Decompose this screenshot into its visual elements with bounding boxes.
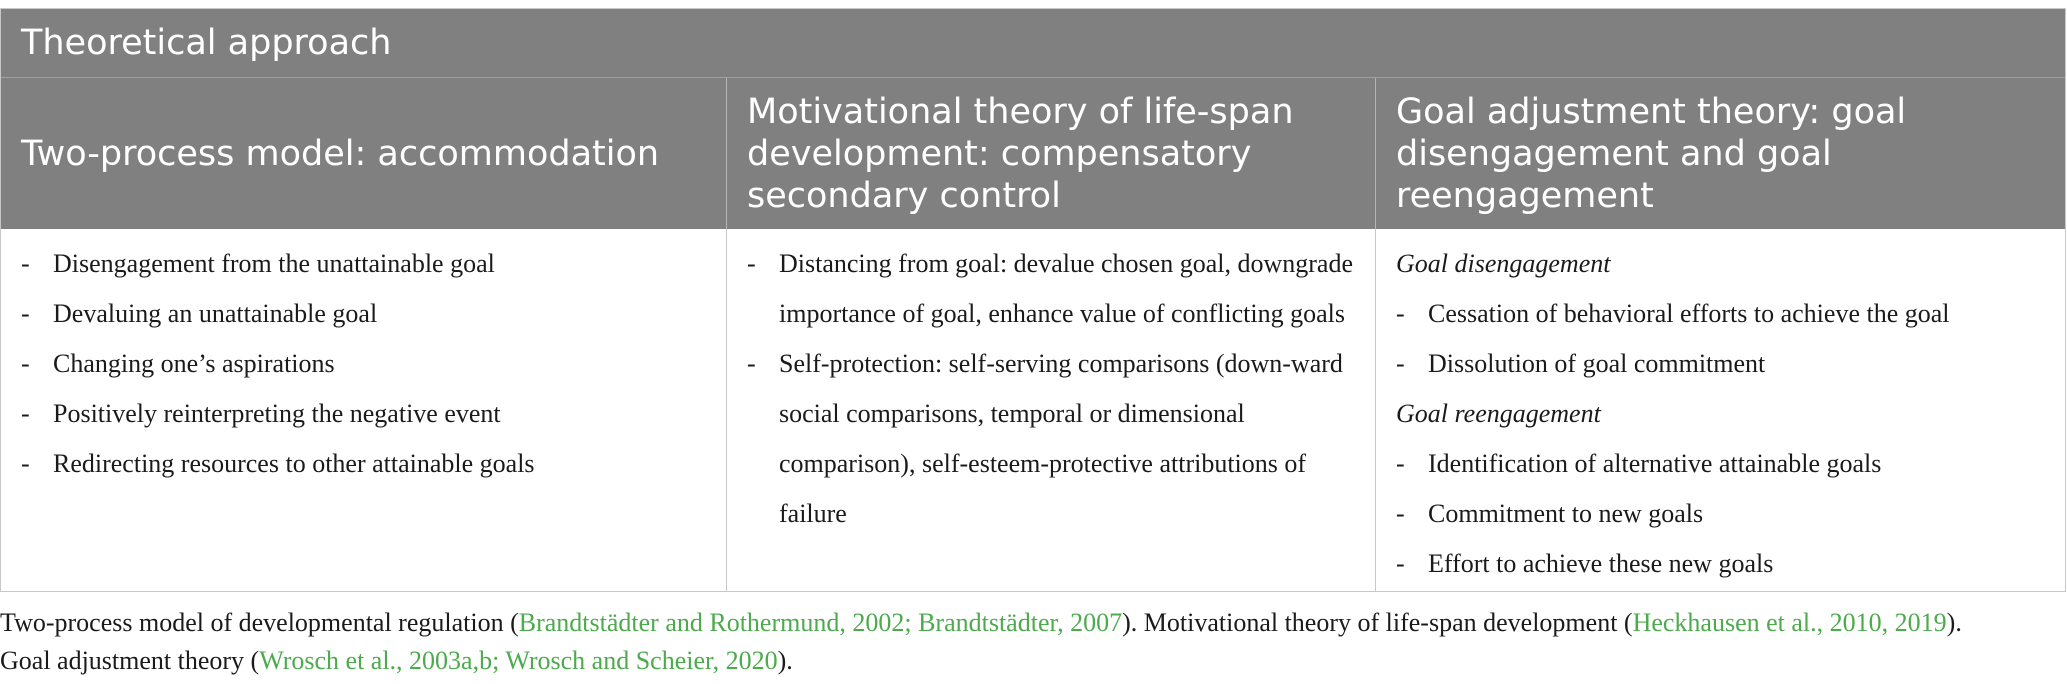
list-item: - Positively reinterpreting the negative event xyxy=(21,389,706,439)
theoretical-approach-table xyxy=(0,8,2066,592)
list-item: - Self-protection: self-serving comparisons (down-ward social comparisons, temporal or dimensional comparison), self-esteem-protective attributions of failure xyxy=(747,339,1355,539)
reference-link-heckhausen[interactable]: Heckhausen et al., 2010, 2019 xyxy=(1632,608,1947,637)
list-item: - Dissolution of goal commitment xyxy=(1396,339,2045,389)
dash-marker: - xyxy=(1396,349,1405,378)
list-item: - Disengagement from the unattainable goal xyxy=(21,239,706,289)
table-footnote xyxy=(0,604,2067,680)
reference-link-wrosch[interactable]: Wrosch et al., 2003a,b; Wrosch and Scheier, 2020 xyxy=(259,646,778,675)
cell-two-process-model xyxy=(1,229,727,591)
secondary-control-list xyxy=(747,239,1355,539)
list-item: - Distancing from goal: devalue chosen goal, downgrade importance of goal, enhance value of conflicting goals xyxy=(747,239,1355,339)
goal-reengagement-heading: Goal reengagement xyxy=(1396,399,1601,428)
list-item: - Commitment to new goals xyxy=(1396,489,2045,539)
header-two-process-model: Two-process model: accommodation xyxy=(1,78,727,229)
list-item: - Identification of alternative attainable goals xyxy=(1396,439,2045,489)
list-item: - Effort to achieve these new goals xyxy=(1396,539,2045,589)
dash-marker: - xyxy=(747,349,756,378)
table-title: Theoretical approach xyxy=(1,9,2065,78)
disengagement-list xyxy=(1396,289,2045,389)
header-goal-adjustment-theory: Goal adjustment theory: goal disengagement and goal reengagement xyxy=(1396,91,1907,216)
list-item: - Devaluing an unattainable goal xyxy=(21,289,706,339)
goal-disengagement-heading: Goal disengagement xyxy=(1396,249,1611,278)
dash-marker: - xyxy=(21,449,30,478)
dash-marker: - xyxy=(747,249,756,278)
dash-marker: - xyxy=(21,349,30,378)
header-row xyxy=(1,78,2065,229)
header-motivational-theory: Motivational theory of life-span development: compensatory secondary control xyxy=(727,78,1376,229)
list-item: - Cessation of behavioral efforts to achieve the goal xyxy=(1396,289,2045,339)
dash-marker: - xyxy=(1396,549,1405,578)
dash-marker: - xyxy=(1396,499,1405,528)
list-item: - Changing one’s aspirations xyxy=(21,339,706,389)
dash-marker: - xyxy=(21,299,30,328)
cell-goal-adjustment-theory xyxy=(1376,229,2065,591)
footnote-line-1: Two-process model of developmental regulation (Brandtstädter and Rothermund, 2002; Brandtstädter, 2007). Motivational theory of life-span development (Heckhausen et al., 2010, 2019). xyxy=(0,608,1962,637)
reference-link-brandtstadter[interactable]: Brandtstädter and Rothermund, 2002; Brandtstädter, 2007 xyxy=(518,608,1123,637)
list-item: - Redirecting resources to other attainable goals xyxy=(21,439,706,489)
reengagement-list xyxy=(1396,439,2045,589)
body-row xyxy=(1,229,2065,591)
dash-marker: - xyxy=(21,399,30,428)
footnote-line-2: Goal adjustment theory (Wrosch et al., 2003a,b; Wrosch and Scheier, 2020). xyxy=(0,646,793,675)
accommodation-list xyxy=(21,239,706,489)
dash-marker: - xyxy=(1396,299,1405,328)
cell-motivational-theory xyxy=(727,229,1376,591)
dash-marker: - xyxy=(1396,449,1405,478)
dash-marker: - xyxy=(21,249,30,278)
